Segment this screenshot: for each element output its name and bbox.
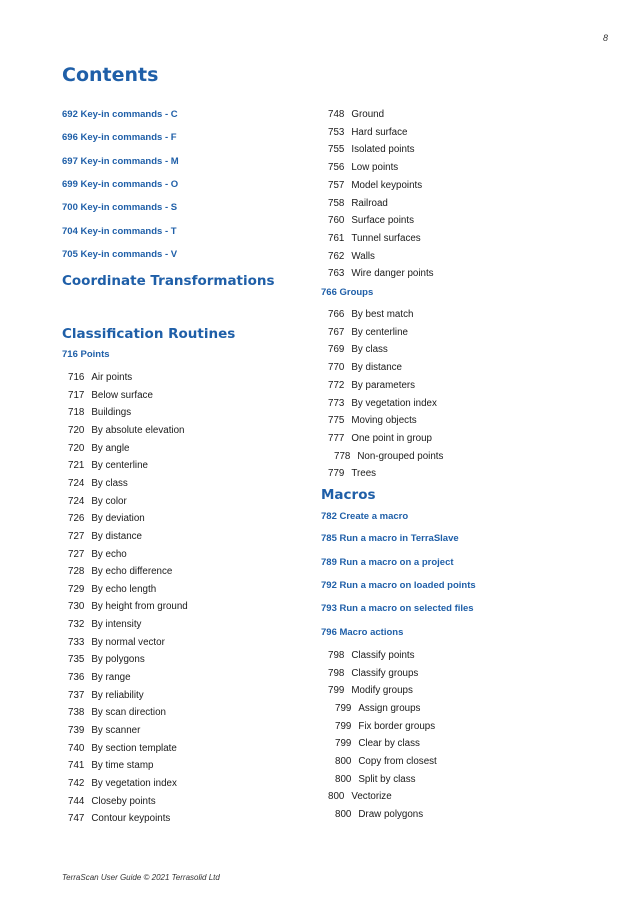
- toc-entry[interactable]: [328, 180, 422, 191]
- toc-entry-label: Isolated points: [351, 144, 415, 156]
- toc-entry[interactable]: [328, 398, 437, 409]
- toc-entry-page: 721: [68, 460, 85, 472]
- toc-entry-page: 770: [328, 362, 345, 374]
- coordinate-transformations-heading[interactable]: Coordinate Transformations: [62, 273, 275, 289]
- toc-entry[interactable]: [335, 721, 435, 732]
- toc-entry[interactable]: [328, 251, 375, 262]
- toc-entry[interactable]: [68, 460, 148, 471]
- toc-entry[interactable]: [328, 268, 434, 279]
- macro-subheading[interactable]: 789 Run a macro on a project: [321, 557, 454, 568]
- toc-entry-label: Buildings: [91, 407, 132, 419]
- toc-entry-page: 755: [328, 144, 345, 156]
- toc-entry-page: 739: [68, 725, 85, 736]
- toc-entry[interactable]: [328, 144, 415, 155]
- toc-entry-label: Tunnel surfaces: [351, 232, 421, 244]
- toc-entry-page: 737: [68, 689, 85, 701]
- toc-entry-label: Classify points: [351, 650, 415, 661]
- toc-entry-page: 741: [68, 760, 85, 772]
- toc-entry-label: Low points: [351, 162, 399, 174]
- toc-entry[interactable]: [328, 685, 413, 696]
- toc-entry-label: Surface points: [351, 215, 414, 227]
- keyin-subheading[interactable]: 705 Key-in commands - V: [62, 248, 178, 260]
- toc-entry[interactable]: [68, 390, 153, 401]
- toc-entry-label: Copy from closest: [358, 755, 437, 767]
- toc-entry-page: 773: [328, 397, 345, 409]
- macros-heading[interactable]: Macros: [321, 487, 376, 503]
- toc-entry[interactable]: [328, 433, 432, 444]
- toc-entry-page: 799: [328, 685, 345, 697]
- toc-entry[interactable]: [68, 743, 177, 754]
- toc-entry-page: 762: [328, 250, 345, 262]
- toc-entry-page: 720: [68, 424, 85, 436]
- toc-entry[interactable]: [68, 478, 128, 489]
- groups-subheading[interactable]: 766 Groups: [321, 287, 374, 298]
- toc-entry[interactable]: [328, 162, 398, 173]
- toc-entry[interactable]: [68, 372, 132, 383]
- toc-entry-label: Non-grouped points: [357, 450, 444, 462]
- toc-entry-label: By distance: [351, 362, 403, 374]
- toc-entry-label: Wire danger points: [351, 268, 434, 280]
- toc-entry-page: 798: [328, 667, 345, 679]
- toc-entry-label: By scanner: [91, 725, 141, 736]
- macro-subheading[interactable]: 796 Macro actions: [321, 627, 404, 638]
- toc-entry-page: 800: [335, 808, 352, 820]
- toc-entry-label: By color: [91, 495, 127, 507]
- toc-entry-page: 740: [68, 742, 85, 754]
- classification-routines-heading[interactable]: Classification Routines: [62, 326, 236, 342]
- toc-entry[interactable]: [68, 796, 156, 807]
- toc-entry-label: Classify groups: [351, 667, 419, 679]
- toc-entry[interactable]: [328, 791, 392, 802]
- toc-entry[interactable]: [328, 380, 415, 391]
- toc-entry-label: Vectorize: [351, 791, 392, 803]
- toc-entry[interactable]: [335, 756, 437, 767]
- toc-entry-page: 728: [68, 566, 85, 578]
- toc-entry-page: 799: [335, 738, 352, 750]
- toc-entry-label: Hard surface: [351, 126, 408, 138]
- page-number: 8: [602, 33, 608, 43]
- toc-entry-label: By vegetation index: [351, 397, 437, 409]
- toc-entry-page: 775: [328, 415, 345, 427]
- toc-entry-label: By parameters: [351, 379, 416, 391]
- toc-entry-label: By range: [91, 672, 131, 684]
- toc-entry-label: Below surface: [91, 389, 153, 401]
- toc-entry[interactable]: [328, 650, 415, 661]
- toc-entry[interactable]: [335, 703, 420, 714]
- toc-entry-page: 800: [335, 773, 352, 785]
- toc-entry-label: Closeby points: [91, 795, 156, 807]
- toc-entry-page: 748: [328, 109, 345, 120]
- toc-entry[interactable]: [328, 198, 388, 209]
- toc-entry-page: 800: [335, 755, 352, 767]
- toc-entry-page: 758: [328, 197, 345, 209]
- toc-entry-page: 756: [328, 162, 345, 174]
- toc-entry[interactable]: [328, 127, 407, 138]
- toc-entry-label: By time stamp: [91, 760, 154, 772]
- toc-entry[interactable]: [328, 415, 417, 426]
- toc-entry[interactable]: [68, 496, 127, 507]
- toc-entry[interactable]: [68, 707, 166, 718]
- toc-entry-page: 747: [68, 813, 85, 825]
- toc-entry-page: 766: [328, 309, 345, 320]
- toc-entry-label: Contour keypoints: [91, 813, 171, 825]
- toc-entry-page: 757: [328, 179, 345, 191]
- toc-entry-page: 727: [68, 548, 85, 560]
- toc-entry-label: Split by class: [358, 773, 416, 785]
- toc-entry-label: By echo length: [91, 583, 157, 595]
- toc-entry[interactable]: [328, 233, 421, 244]
- toc-entry[interactable]: [328, 309, 413, 320]
- toc-entry[interactable]: [335, 774, 416, 785]
- toc-entry[interactable]: [68, 601, 188, 612]
- toc-entry[interactable]: [68, 760, 153, 771]
- toc-entry-label: Model keypoints: [351, 179, 423, 191]
- toc-entry-label: By section template: [91, 742, 177, 754]
- toc-entry-label: By echo: [91, 548, 127, 560]
- toc-entry[interactable]: [68, 619, 141, 630]
- toc-entry[interactable]: [68, 513, 145, 524]
- toc-entry-page: 800: [328, 791, 345, 803]
- toc-entry[interactable]: [68, 778, 177, 789]
- toc-entry-label: By absolute elevation: [91, 424, 185, 436]
- toc-entry-label: By centerline: [91, 460, 148, 472]
- toc-entry[interactable]: [328, 215, 414, 226]
- toc-entry-label: Moving objects: [351, 415, 417, 427]
- keyin-subheading[interactable]: 700 Key-in commands - S: [62, 202, 178, 214]
- toc-entry-label: By best match: [351, 309, 414, 320]
- toc-entry-page: 761: [328, 232, 345, 244]
- toc-entry[interactable]: [68, 672, 131, 683]
- macro-subheading[interactable]: 793 Run a macro on selected files: [321, 603, 474, 614]
- toc-entry-page: 717: [68, 389, 85, 401]
- toc-entry-label: By reliability: [91, 689, 144, 701]
- toc-entry-page: 730: [68, 601, 85, 613]
- toc-entry-page: 799: [335, 702, 352, 714]
- toc-entry-label: Air points: [91, 372, 133, 383]
- toc-entry-page: 767: [328, 326, 345, 338]
- toc-entry[interactable]: [68, 549, 127, 560]
- toc-entry-label: By polygons: [91, 654, 145, 666]
- toc-entry-label: By angle: [91, 442, 130, 454]
- toc-entry-page: 779: [328, 468, 345, 480]
- toc-entry-page: 733: [68, 636, 85, 648]
- toc-entry-label: By scan direction: [91, 707, 166, 719]
- toc-entry[interactable]: [68, 531, 142, 542]
- toc-entry-page: 716: [68, 372, 85, 383]
- macro-subheading[interactable]: 792 Run a macro on loaded points: [321, 580, 476, 591]
- toc-entry-page: 769: [328, 344, 345, 356]
- toc-entry-page: 742: [68, 777, 85, 789]
- keyin-subheading[interactable]: 697 Key-in commands - M: [62, 155, 179, 167]
- toc-entry-label: Ground: [351, 109, 385, 120]
- toc-entry[interactable]: [68, 690, 144, 701]
- toc-entry-label: By height from ground: [91, 601, 188, 613]
- toc-entry-page: 724: [68, 477, 85, 489]
- toc-entry-label: By echo difference: [91, 566, 173, 578]
- macro-subheading[interactable]: 785 Run a macro in TerraSlave: [321, 533, 459, 544]
- page-title: Contents: [62, 64, 159, 86]
- toc-entry-page: 726: [68, 513, 85, 525]
- toc-entry-label: By vegetation index: [91, 777, 177, 789]
- toc-entry-label: One point in group: [351, 432, 432, 444]
- toc-entry[interactable]: [328, 362, 402, 373]
- toc-entry-page: 735: [68, 654, 85, 666]
- toc-entry[interactable]: [68, 637, 165, 648]
- toc-entry[interactable]: [328, 468, 376, 479]
- toc-entry-page: 763: [328, 268, 345, 280]
- toc-entry-page: 777: [328, 432, 345, 444]
- toc-entry[interactable]: [68, 425, 185, 436]
- toc-entry-label: By class: [91, 477, 128, 489]
- toc-entry-page: 738: [68, 707, 85, 719]
- toc-entry-page: 753: [328, 126, 345, 138]
- toc-entry-page: 799: [335, 720, 352, 732]
- toc-entry[interactable]: [68, 725, 140, 736]
- toc-entry[interactable]: [335, 809, 423, 820]
- toc-entry-page: 718: [68, 407, 85, 419]
- keyin-subheading[interactable]: 699 Key-in commands - O: [62, 178, 179, 190]
- toc-entry[interactable]: [328, 109, 384, 120]
- toc-entry-page: 798: [328, 650, 345, 661]
- toc-entry-label: By class: [351, 344, 388, 356]
- toc-entry-page: 732: [68, 619, 85, 631]
- toc-entry[interactable]: [68, 654, 145, 665]
- keyin-subheading[interactable]: 692 Key-in commands - C: [62, 109, 178, 120]
- toc-entry-page: 772: [328, 379, 345, 391]
- toc-entry[interactable]: [335, 738, 420, 749]
- points-subheading[interactable]: 716 Points: [62, 349, 110, 360]
- toc-entry-label: Clear by class: [358, 738, 420, 750]
- toc-entry-page: 778: [334, 450, 351, 462]
- toc-entry-page: 729: [68, 583, 85, 595]
- toc-entry-label: By centerline: [351, 326, 408, 338]
- keyin-subheading[interactable]: 696 Key-in commands - F: [62, 132, 177, 144]
- footer: TerraScan User Guide © 2021 Terrasolid Ltd: [62, 873, 220, 882]
- toc-entry[interactable]: [68, 813, 170, 824]
- keyin-subheading[interactable]: 704 Key-in commands - T: [62, 225, 177, 237]
- toc-entry-label: Trees: [351, 468, 377, 480]
- toc-entry-label: Walls: [351, 250, 375, 262]
- toc-entry-page: 744: [68, 795, 85, 807]
- toc-entry[interactable]: [328, 668, 418, 679]
- toc-entry-label: By intensity: [91, 619, 142, 631]
- toc-entry-label: By normal vector: [91, 636, 165, 648]
- toc-entry[interactable]: [68, 443, 130, 454]
- toc-entry[interactable]: [328, 327, 408, 338]
- toc-entry-label: Draw polygons: [358, 808, 424, 820]
- toc-entry[interactable]: [68, 566, 172, 577]
- toc-entry-page: 727: [68, 530, 85, 542]
- toc-entry-label: Modify groups: [351, 685, 413, 697]
- toc-entry[interactable]: [328, 344, 388, 355]
- toc-entry-label: Fix border groups: [358, 720, 436, 732]
- toc-entry-label: Assign groups: [358, 702, 421, 714]
- toc-entry[interactable]: [334, 451, 443, 462]
- toc-entry-page: 760: [328, 215, 345, 227]
- toc-entry-label: By deviation: [91, 513, 145, 525]
- toc-entry-label: By distance: [91, 530, 143, 542]
- toc-entry-label: Railroad: [351, 197, 388, 209]
- toc-entry[interactable]: [68, 407, 131, 418]
- toc-entry-page: 736: [68, 672, 85, 684]
- toc-entry-page: 724: [68, 495, 85, 507]
- toc-entry[interactable]: [68, 584, 156, 595]
- toc-entry-page: 720: [68, 442, 85, 454]
- macro-subheading[interactable]: 782 Create a macro: [321, 511, 409, 522]
